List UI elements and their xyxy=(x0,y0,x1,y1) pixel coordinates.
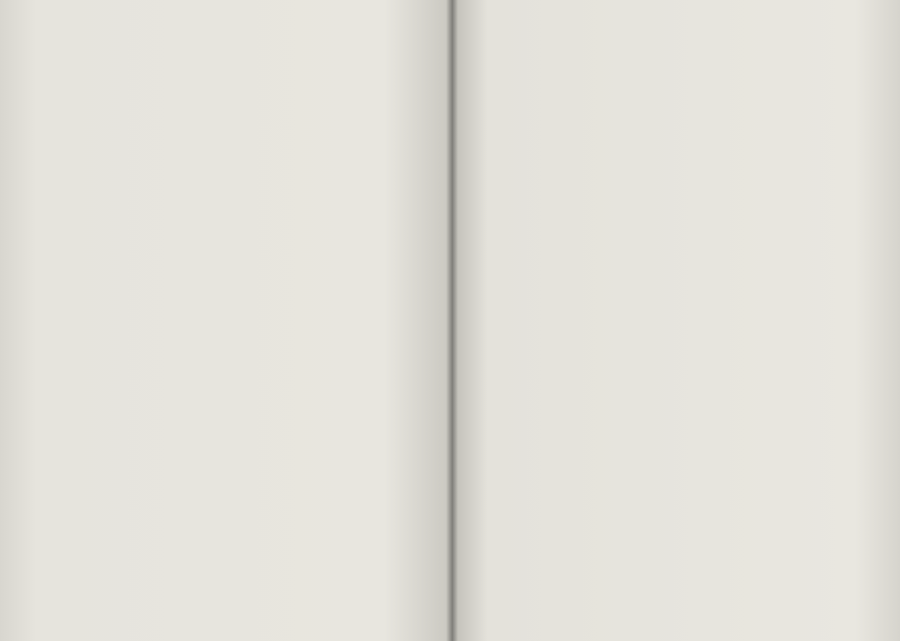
drop-cap xyxy=(66,51,69,53)
left-page-column-1 xyxy=(66,34,242,59)
left-page-column-2 xyxy=(252,34,410,45)
right-page xyxy=(452,0,900,641)
book-gutter xyxy=(446,0,458,641)
left-running-head xyxy=(34,14,74,26)
drop-cap xyxy=(252,43,255,45)
